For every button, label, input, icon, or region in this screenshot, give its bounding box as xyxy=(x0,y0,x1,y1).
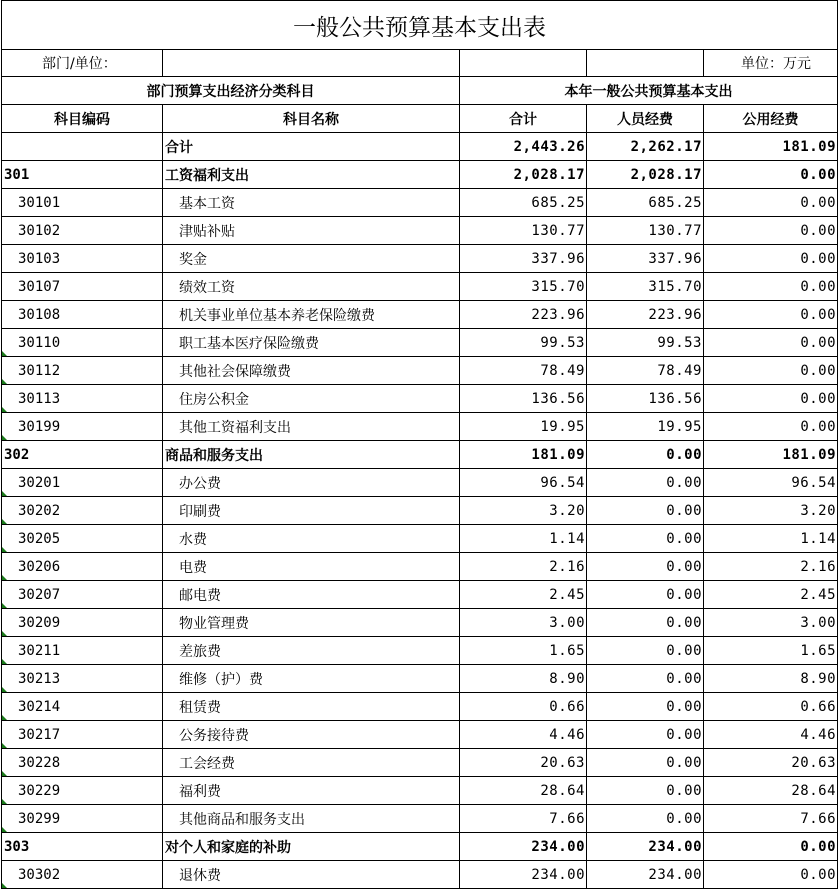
total-row xyxy=(2,133,838,161)
row-public: 28.64 xyxy=(704,777,838,805)
row-name: 电费 xyxy=(163,553,460,581)
row-total: 3.00 xyxy=(460,609,587,637)
row-personnel: 78.49 xyxy=(587,357,704,385)
row-name: 绩效工资 xyxy=(163,273,460,301)
row-public: 0.00 xyxy=(704,301,838,329)
row-code: 30207 xyxy=(2,581,163,609)
row-personnel: 0.00 xyxy=(587,525,704,553)
row-public: 0.00 xyxy=(704,357,838,385)
row-total: 78.49 xyxy=(460,357,587,385)
col-header-name: 科目名称 xyxy=(163,105,460,133)
row-total: 8.90 xyxy=(460,665,587,693)
table-row xyxy=(2,749,838,777)
row-total: 685.25 xyxy=(460,189,587,217)
row-personnel: 0.00 xyxy=(587,777,704,805)
row-name: 其他工资福利支出 xyxy=(163,413,460,441)
table-row xyxy=(2,777,838,805)
row-public: 0.00 xyxy=(704,385,838,413)
row-total: 0.66 xyxy=(460,693,587,721)
row-code: 30211 xyxy=(2,637,163,665)
table-row xyxy=(2,665,838,693)
row-name: 机关事业单位基本养老保险缴费 xyxy=(163,301,460,329)
row-public: 20.63 xyxy=(704,749,838,777)
row-name: 奖金 xyxy=(163,245,460,273)
col-header-total: 合计 xyxy=(460,105,587,133)
dept-label: 部门/单位： xyxy=(2,50,163,77)
row-code: 30199 xyxy=(2,413,163,441)
table-row xyxy=(2,245,838,273)
table-row xyxy=(2,609,838,637)
table-row xyxy=(2,357,838,385)
row-personnel: 0.00 xyxy=(587,693,704,721)
row-public: 2.45 xyxy=(704,581,838,609)
row-total: 96.54 xyxy=(460,469,587,497)
row-public: 0.00 xyxy=(704,161,838,189)
row-personnel: 0.00 xyxy=(587,581,704,609)
row-code: 30107 xyxy=(2,273,163,301)
row-personnel: 0.00 xyxy=(587,553,704,581)
row-personnel: 136.56 xyxy=(587,385,704,413)
row-name: 基本工资 xyxy=(163,189,460,217)
row-total: 337.96 xyxy=(460,245,587,273)
row-total: 181.09 xyxy=(460,441,587,469)
row-name: 职工基本医疗保险缴费 xyxy=(163,329,460,357)
row-public: 0.00 xyxy=(704,329,838,357)
row-public: 8.90 xyxy=(704,665,838,693)
row-total: 2.16 xyxy=(460,553,587,581)
row-total: 3.20 xyxy=(460,497,587,525)
row-total: 20.63 xyxy=(460,749,587,777)
row-code: 30110 xyxy=(2,329,163,357)
row-name: 其他商品和服务支出 xyxy=(163,805,460,833)
row-code: 30217 xyxy=(2,721,163,749)
row-personnel: 337.96 xyxy=(587,245,704,273)
row-code: 30209 xyxy=(2,609,163,637)
dept-value xyxy=(163,50,460,77)
table-row xyxy=(2,161,838,189)
row-public: 0.00 xyxy=(704,245,838,273)
total-public: 181.09 xyxy=(704,133,838,161)
table-row xyxy=(2,581,838,609)
row-name: 住房公积金 xyxy=(163,385,460,413)
row-personnel: 0.00 xyxy=(587,609,704,637)
row-public: 96.54 xyxy=(704,469,838,497)
total-personnel: 2,262.17 xyxy=(587,133,704,161)
row-code: 30202 xyxy=(2,497,163,525)
row-public: 0.00 xyxy=(704,273,838,301)
table-row xyxy=(2,525,838,553)
row-total: 19.95 xyxy=(460,413,587,441)
table-row xyxy=(2,469,838,497)
row-total: 4.46 xyxy=(460,721,587,749)
row-personnel: 99.53 xyxy=(587,329,704,357)
row-personnel: 234.00 xyxy=(587,833,704,861)
row-name: 对个人和家庭的补助 xyxy=(163,833,460,861)
total-total: 2,443.26 xyxy=(460,133,587,161)
row-code: 301 xyxy=(2,161,163,189)
row-total: 234.00 xyxy=(460,861,587,889)
table-row xyxy=(2,189,838,217)
row-code: 30229 xyxy=(2,777,163,805)
row-total: 7.66 xyxy=(460,805,587,833)
info-blank-1 xyxy=(460,50,587,77)
unit-label: 单位：万元 xyxy=(704,50,838,77)
row-personnel: 130.77 xyxy=(587,217,704,245)
row-name: 租赁费 xyxy=(163,693,460,721)
row-name: 办公费 xyxy=(163,469,460,497)
table-row xyxy=(2,273,838,301)
column-header-row xyxy=(2,105,838,133)
col-header-personnel: 人员经费 xyxy=(587,105,704,133)
table-title: 一般公共预算基本支出表 xyxy=(2,1,838,50)
info-row xyxy=(2,50,838,77)
row-code: 30205 xyxy=(2,525,163,553)
row-total: 2,028.17 xyxy=(460,161,587,189)
row-personnel: 0.00 xyxy=(587,637,704,665)
title-row xyxy=(2,1,838,50)
row-code: 30101 xyxy=(2,189,163,217)
row-code: 30108 xyxy=(2,301,163,329)
row-public: 1.14 xyxy=(704,525,838,553)
col-header-code: 科目编码 xyxy=(2,105,163,133)
row-personnel: 0.00 xyxy=(587,665,704,693)
row-total: 136.56 xyxy=(460,385,587,413)
row-code: 30302 xyxy=(2,861,163,889)
row-public: 7.66 xyxy=(704,805,838,833)
row-total: 234.00 xyxy=(460,833,587,861)
row-name: 其他社会保障缴费 xyxy=(163,357,460,385)
table-row xyxy=(2,301,838,329)
row-name: 邮电费 xyxy=(163,581,460,609)
row-total: 223.96 xyxy=(460,301,587,329)
table-row xyxy=(2,385,838,413)
row-personnel: 0.00 xyxy=(587,721,704,749)
row-code: 30213 xyxy=(2,665,163,693)
group-header-left: 部门预算支出经济分类科目 xyxy=(2,77,460,105)
row-personnel: 0.00 xyxy=(587,469,704,497)
row-public: 3.20 xyxy=(704,497,838,525)
row-code: 30214 xyxy=(2,693,163,721)
row-total: 99.53 xyxy=(460,329,587,357)
table-row xyxy=(2,805,838,833)
row-public: 0.66 xyxy=(704,693,838,721)
row-name: 物业管理费 xyxy=(163,609,460,637)
table-row xyxy=(2,637,838,665)
row-name: 福利费 xyxy=(163,777,460,805)
row-code: 30112 xyxy=(2,357,163,385)
row-name: 退休费 xyxy=(163,861,460,889)
info-blank-2 xyxy=(587,50,704,77)
row-personnel: 19.95 xyxy=(587,413,704,441)
row-name: 工会经费 xyxy=(163,749,460,777)
row-name: 津贴补贴 xyxy=(163,217,460,245)
row-code: 303 xyxy=(2,833,163,861)
total-name: 合计 xyxy=(163,133,460,161)
row-personnel: 685.25 xyxy=(587,189,704,217)
table-row xyxy=(2,553,838,581)
table-row xyxy=(2,329,838,357)
row-personnel: 234.00 xyxy=(587,861,704,889)
row-public: 0.00 xyxy=(704,833,838,861)
row-personnel: 0.00 xyxy=(587,805,704,833)
row-total: 2.45 xyxy=(460,581,587,609)
row-public: 0.00 xyxy=(704,217,838,245)
row-personnel: 0.00 xyxy=(587,749,704,777)
table-row xyxy=(2,861,838,889)
row-personnel: 223.96 xyxy=(587,301,704,329)
row-public: 3.00 xyxy=(704,609,838,637)
row-total: 1.65 xyxy=(460,637,587,665)
row-code: 302 xyxy=(2,441,163,469)
row-name: 公务接待费 xyxy=(163,721,460,749)
row-public: 0.00 xyxy=(704,413,838,441)
row-code: 30102 xyxy=(2,217,163,245)
row-total: 1.14 xyxy=(460,525,587,553)
row-code: 30299 xyxy=(2,805,163,833)
row-name: 水费 xyxy=(163,525,460,553)
row-code: 30228 xyxy=(2,749,163,777)
row-total: 130.77 xyxy=(460,217,587,245)
row-code: 30113 xyxy=(2,385,163,413)
total-code xyxy=(2,133,163,161)
group-header-row xyxy=(2,77,838,105)
row-name: 商品和服务支出 xyxy=(163,441,460,469)
table-row xyxy=(2,413,838,441)
row-public: 181.09 xyxy=(704,441,838,469)
row-personnel: 0.00 xyxy=(587,497,704,525)
row-public: 2.16 xyxy=(704,553,838,581)
table-row xyxy=(2,721,838,749)
budget-table xyxy=(1,0,838,889)
table-row xyxy=(2,217,838,245)
row-name: 印刷费 xyxy=(163,497,460,525)
row-total: 28.64 xyxy=(460,777,587,805)
row-public: 0.00 xyxy=(704,861,838,889)
row-total: 315.70 xyxy=(460,273,587,301)
row-personnel: 0.00 xyxy=(587,441,704,469)
row-public: 0.00 xyxy=(704,189,838,217)
row-code: 30201 xyxy=(2,469,163,497)
row-code: 30103 xyxy=(2,245,163,273)
table-row xyxy=(2,497,838,525)
row-personnel: 2,028.17 xyxy=(587,161,704,189)
row-public: 4.46 xyxy=(704,721,838,749)
row-name: 差旅费 xyxy=(163,637,460,665)
table-row xyxy=(2,833,838,861)
row-personnel: 315.70 xyxy=(587,273,704,301)
col-header-public: 公用经费 xyxy=(704,105,838,133)
row-code: 30206 xyxy=(2,553,163,581)
table-row xyxy=(2,693,838,721)
row-name: 维修（护）费 xyxy=(163,665,460,693)
table-row xyxy=(2,441,838,469)
row-name: 工资福利支出 xyxy=(163,161,460,189)
group-header-right: 本年一般公共预算基本支出 xyxy=(460,77,838,105)
row-public: 1.65 xyxy=(704,637,838,665)
